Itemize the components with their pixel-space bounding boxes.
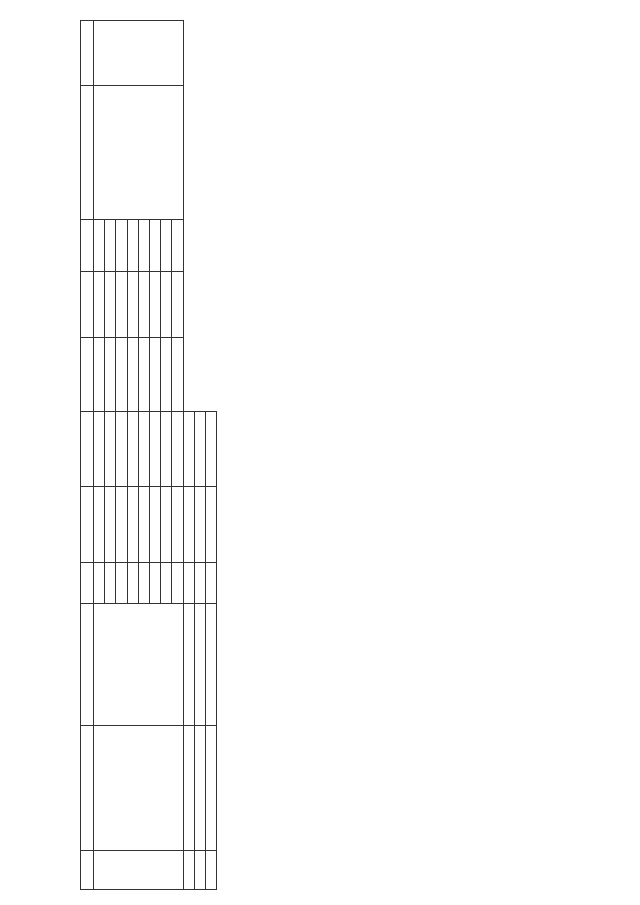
empty-cell (183, 487, 194, 563)
extra-value-cell (105, 220, 116, 272)
empty-cell (183, 411, 194, 487)
empty-cell (205, 850, 216, 889)
empty-cell (194, 411, 205, 487)
federal-value-cell (127, 338, 138, 411)
federal-value-cell (94, 338, 105, 411)
row-number-cell (94, 850, 184, 889)
local-value-cell (116, 272, 127, 338)
regional-value-cell (138, 411, 149, 487)
federal-value-cell (138, 338, 149, 411)
empty-cell (194, 604, 205, 726)
regional-value-cell (105, 411, 116, 487)
spacer-row (194, 21, 205, 890)
empty-cell (183, 726, 194, 850)
year-cell (138, 562, 149, 603)
total-value-cell (138, 487, 149, 563)
local-value-cell (94, 272, 105, 338)
header-cell (81, 487, 94, 563)
federal-value-cell (172, 338, 183, 411)
local-value-cell (149, 272, 160, 338)
year-cell (172, 562, 183, 603)
federal-value-cell (161, 338, 172, 411)
empty-cell (183, 850, 194, 889)
empty-cell (205, 562, 216, 603)
header-cell (81, 338, 94, 411)
total-value-cell (105, 487, 116, 563)
extra-value-cell (172, 220, 183, 272)
extra-value-cell (161, 220, 172, 272)
project-name-cell (94, 726, 184, 850)
federal-value-cell (116, 338, 127, 411)
empty-cell (194, 487, 205, 563)
federal-value-cell (149, 338, 160, 411)
total-value-cell (94, 487, 105, 563)
total-value-cell (161, 487, 172, 563)
regional-value-cell (172, 411, 183, 487)
year-cell (105, 562, 116, 603)
total-value-cell (149, 487, 160, 563)
local-value-cell (105, 272, 116, 338)
result-indicator-cell (94, 85, 184, 219)
empty-cell (205, 726, 216, 850)
program-table (80, 20, 217, 890)
regional-value-cell (127, 411, 138, 487)
federal-value-cell (105, 338, 116, 411)
year-cell (116, 562, 127, 603)
extra-value-cell (149, 220, 160, 272)
header-cell (81, 411, 94, 487)
empty-cell (194, 726, 205, 850)
header-row (81, 21, 94, 890)
empty-cell (194, 562, 205, 603)
header-cell (81, 21, 94, 86)
empty-cell (205, 411, 216, 487)
extra-value-cell (127, 220, 138, 272)
year-cell (161, 562, 172, 603)
page-number (58, 438, 74, 468)
regional-value-cell (116, 411, 127, 487)
local-value-cell (127, 272, 138, 338)
header-cell (81, 604, 94, 726)
local-value-cell (161, 272, 172, 338)
header-cell (81, 850, 94, 889)
header-cell (81, 272, 94, 338)
regional-value-cell (149, 411, 160, 487)
empty-cell (205, 487, 216, 563)
total-value-cell (116, 487, 127, 563)
spacer-row (183, 21, 194, 890)
empty-cell (194, 850, 205, 889)
header-cell (81, 85, 94, 219)
empty-cell (183, 604, 194, 726)
total-value-cell (172, 487, 183, 563)
reference-cell (94, 21, 184, 86)
year-cell (149, 562, 160, 603)
extra-value-cell (116, 220, 127, 272)
header-cell (81, 220, 94, 272)
empty-cell (205, 604, 216, 726)
year-cell (127, 562, 138, 603)
executor-cell (94, 604, 184, 726)
empty-cell (183, 562, 194, 603)
header-cell (81, 562, 94, 603)
regional-value-cell (161, 411, 172, 487)
local-value-cell (172, 272, 183, 338)
spacer-row (205, 21, 216, 890)
year-cell (94, 562, 105, 603)
local-value-cell (138, 272, 149, 338)
extra-value-cell (138, 220, 149, 272)
extra-value-cell (94, 220, 105, 272)
total-value-cell (127, 487, 138, 563)
rotated-table-container (80, 20, 600, 890)
header-cell (81, 726, 94, 850)
table-row (94, 21, 105, 890)
regional-value-cell (94, 411, 105, 487)
